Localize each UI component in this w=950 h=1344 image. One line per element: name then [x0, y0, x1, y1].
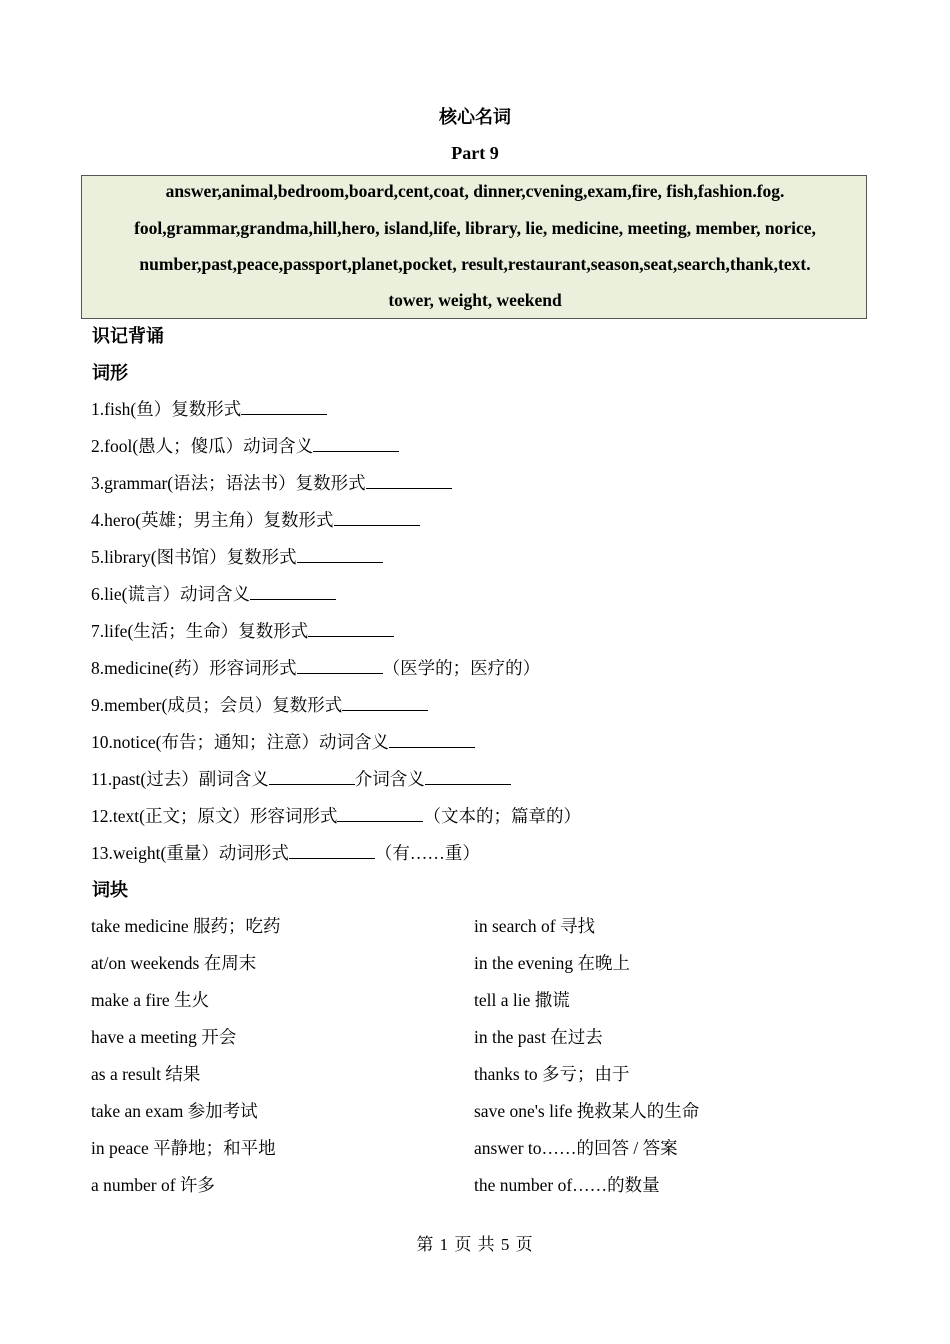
phrase-item: in the evening 在晚上	[474, 953, 631, 973]
core-noun-word-box	[81, 175, 867, 319]
answer-blank[interactable]	[425, 766, 511, 785]
word-form-hint: （文本的；篇章的）	[423, 806, 581, 826]
phrase-item: in the past 在过去	[474, 1027, 603, 1047]
word-form-item	[91, 507, 420, 532]
phrase-item: thanks to 多亏；由于	[474, 1064, 630, 1084]
answer-blank[interactable]	[334, 507, 420, 526]
phrase-item: in peace 平静地；和平地	[91, 1138, 276, 1158]
word-list-line: answer,animal,bedroom,board,cent,coat, dinner,cvening,exam,fire, fish,fashion.fog.	[165, 181, 785, 201]
answer-blank[interactable]	[297, 544, 383, 563]
word-form-item	[91, 396, 327, 421]
word-form-prompt: 7.life(生活；生命）复数形式	[91, 621, 309, 641]
phrase-item: a number of 许多	[91, 1175, 215, 1195]
phrase-item: make a fire 生火	[91, 990, 210, 1010]
phrase-item: save one's life 挽救某人的生命	[474, 1101, 700, 1121]
word-form-prompt: 1.fish(鱼）复数形式	[91, 399, 242, 419]
word-form-hint: （有……重）	[374, 843, 480, 863]
word-form-prompt: 5.library(图书馆）复数形式	[91, 547, 297, 567]
word-form-prompt: 4.hero(英雄；男主角）复数形式	[91, 510, 334, 530]
word-form-item	[91, 766, 511, 791]
answer-blank[interactable]	[297, 655, 383, 674]
word-form-item	[91, 729, 475, 754]
phrase-item: the number of……的数量	[474, 1175, 660, 1195]
answer-blank[interactable]	[308, 618, 394, 637]
answer-blank[interactable]	[366, 470, 452, 489]
word-list-line: number,past,peace,passport,planet,pocket, result,restaurant,season,seat,search,thank,text.	[139, 254, 811, 274]
part-title: Part 9	[451, 143, 499, 163]
phrase-item: in search of 寻找	[474, 916, 596, 936]
word-form-item	[91, 840, 480, 865]
word-form-item	[91, 803, 581, 828]
page-title: 核心名词	[439, 107, 511, 127]
answer-blank[interactable]	[337, 803, 423, 822]
word-form-prompt: 8.medicine(药）形容词形式	[91, 658, 297, 678]
word-form-item	[91, 692, 428, 717]
word-form-item	[91, 470, 452, 495]
section-heading-memorize: 识记背诵	[92, 326, 164, 346]
word-form-prompt: 10.notice(布告；通知；注意）动词含义	[91, 732, 389, 752]
word-form-item	[91, 581, 336, 606]
answer-blank[interactable]	[313, 433, 399, 452]
word-list-line: fool,grammar,grandma,hill,hero, island,life, library, lie, medicine, meeting, member, norice,	[134, 218, 816, 238]
section-heading-phrases: 词块	[92, 880, 128, 900]
word-form-prompt: 3.grammar(语法；语法书）复数形式	[91, 473, 366, 493]
word-list-line: tower, weight, weekend	[388, 290, 562, 310]
phrase-item: answer to……的回答 / 答案	[474, 1138, 678, 1158]
phrase-item: have a meeting 开会	[91, 1027, 237, 1047]
word-form-prompt: 9.member(成员；会员）复数形式	[91, 695, 343, 715]
word-form-item	[91, 544, 383, 569]
word-form-item	[91, 655, 540, 680]
section-heading-word-forms: 词形	[92, 363, 128, 383]
word-form-hint: （医学的；医疗的）	[382, 658, 541, 678]
word-form-item	[91, 618, 394, 643]
answer-blank[interactable]	[241, 396, 327, 415]
word-form-item	[91, 433, 399, 458]
word-form-prompt: 13.weight(重量）动词形式	[91, 843, 289, 863]
answer-blank[interactable]	[269, 766, 355, 785]
page-footer: 第 1 页 共 5 页	[416, 1235, 534, 1254]
word-form-prompt: 12.text(正文；原文）形容词形式	[91, 806, 338, 826]
word-form-prompt: 2.fool(愚人；傻瓜）动词含义	[91, 436, 314, 456]
answer-blank[interactable]	[250, 581, 336, 600]
phrase-item: tell a lie 撒谎	[474, 990, 570, 1010]
phrase-item: take an exam 参加考试	[91, 1101, 258, 1121]
answer-blank[interactable]	[342, 692, 428, 711]
phrase-item: at/on weekends 在周末	[91, 953, 257, 973]
answer-blank[interactable]	[389, 729, 475, 748]
phrase-item: take medicine 服药；吃药	[91, 916, 281, 936]
word-form-prompt-second: 介词含义	[354, 769, 425, 789]
answer-blank[interactable]	[289, 840, 375, 859]
phrase-item: as a result 结果	[91, 1064, 201, 1084]
word-form-prompt: 11.past(过去）副词含义	[91, 769, 269, 789]
word-form-prompt: 6.lie(谎言）动词含义	[91, 584, 250, 604]
